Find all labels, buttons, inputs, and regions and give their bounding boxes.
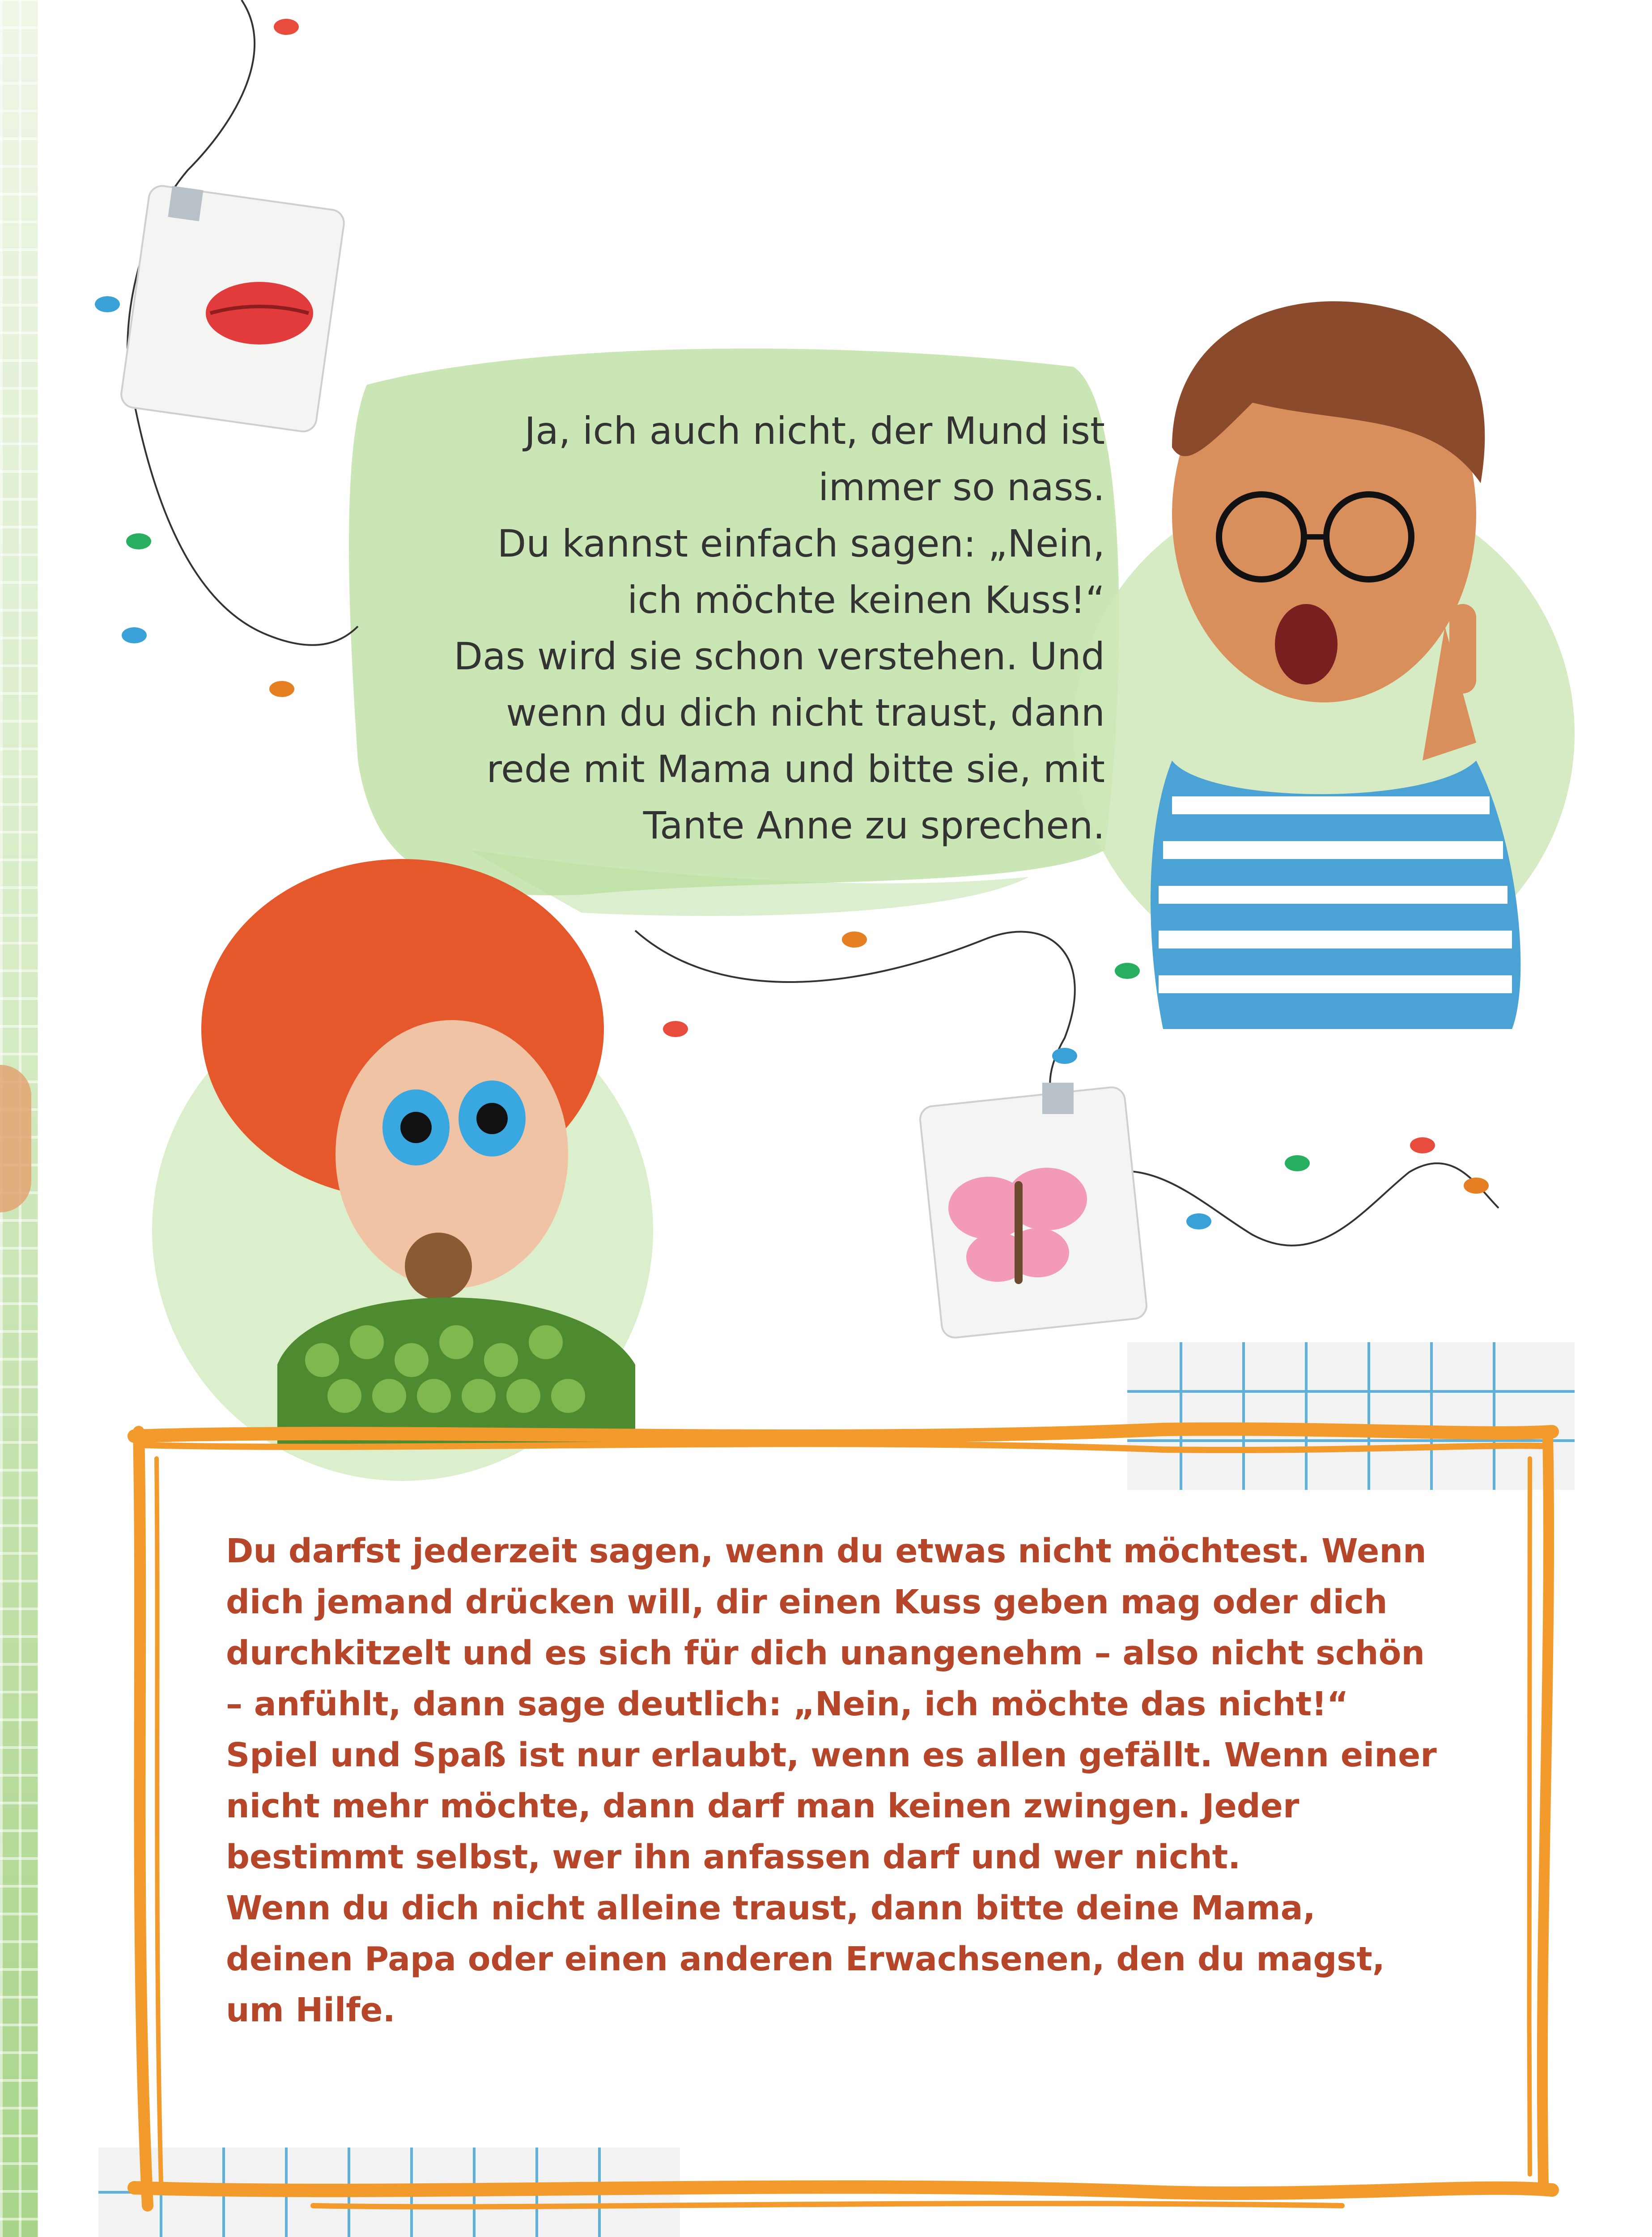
info-line: nicht mehr möchte, dann darf man keinen zwingen. Jeder <box>226 1787 1300 1825</box>
info-line: Spiel und Spaß ist nur erlaubt, wenn es allen gefällt. Wenn einer <box>226 1736 1437 1774</box>
grid-tile-top <box>1127 1342 1575 1490</box>
butterfly-card-icon <box>919 1083 1148 1339</box>
info-line: deinen Papa oder einen anderen Erwachsenen, den du magst, <box>226 1940 1385 1978</box>
speech-line: wenn du dich nicht traust, dann <box>506 691 1105 735</box>
info-line: – anfühlt, dann sage deutlich: „Nein, ich möchte das nicht!“ <box>226 1685 1349 1723</box>
info-line: Du darfst jederzeit sagen, wenn du etwas nicht möchtest. Wenn <box>226 1532 1427 1570</box>
lips-card-icon <box>119 184 345 433</box>
info-line: Wenn du dich nicht alleine traust, dann bitte deine Mama, <box>226 1889 1316 1927</box>
info-line: durchkitzelt und es sich für dich unangenehm – also nicht schön <box>226 1634 1425 1672</box>
speech-line: immer so nass. <box>818 465 1105 509</box>
speech-line: Du kannst einfach sagen: „Nein, <box>497 522 1105 566</box>
speech-bubble-text <box>340 403 1105 854</box>
info-line: dich jemand drücken will, dir einen Kuss geben mag oder dich <box>226 1583 1388 1621</box>
speech-line: ich möchte keinen Kuss!“ <box>627 578 1105 622</box>
speech-line: Tante Anne zu sprechen. <box>643 804 1105 847</box>
info-box-text <box>226 1526 1478 2036</box>
info-line: bestimmt selbst, wer ihn anfassen darf und wer nicht. <box>226 1838 1241 1876</box>
speech-line: rede mit Mama und bitte sie, mit <box>486 747 1105 791</box>
info-line: um Hilfe. <box>226 1991 395 2029</box>
speech-line: Das wird sie schon verstehen. Und <box>454 634 1105 678</box>
speech-line: Ja, ich auch nicht, der Mund ist <box>524 409 1105 453</box>
